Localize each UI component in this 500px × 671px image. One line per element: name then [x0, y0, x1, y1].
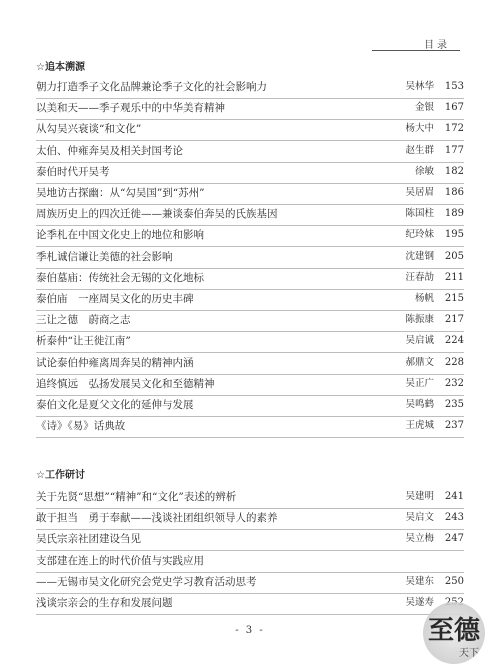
toc-entry-title: 三让之德 蔚商之志 — [36, 314, 131, 327]
toc-entry-title: 论季札在中国文化史上的地位和影响 — [36, 229, 204, 242]
toc-entry-page: 247 — [444, 533, 464, 545]
toc-entry-author: 吴遂寿 — [405, 597, 434, 608]
toc-entry-page: 215 — [444, 293, 464, 304]
toc-entry-title: 太伯、仲雍奔吴及相关封国考论 — [36, 144, 183, 157]
toc-entry-author: 纪玲妹 — [405, 229, 434, 241]
toc-entry-title: 试论泰伯仲雍离周奔吴的精神内涵 — [36, 356, 194, 369]
toc-entry-author: 吴鸣鹤 — [405, 399, 434, 410]
toc-entry[interactable] — [36, 552, 464, 570]
toc-entry-author: 郝鼎文 — [405, 356, 434, 368]
section-title: ☆追本溯源 — [36, 62, 85, 73]
toc-entry-author: 吴林华 — [405, 81, 434, 92]
toc-entry[interactable] — [36, 120, 464, 138]
toc-entry-title: ——无锡市吴文化研究会党史学习教育活动思考 — [36, 575, 257, 588]
toc-entry-title: 析泰仲“让王徙江南” — [36, 335, 131, 348]
toc-entry[interactable] — [36, 417, 464, 435]
toc-entry-author: 吴正广 — [405, 377, 434, 389]
toc-entry-author: 杨大中 — [405, 123, 434, 135]
toc-entry[interactable] — [36, 311, 464, 329]
toc-entry-title: 泰伯庙 一座周吴文化的历史丰碑 — [36, 293, 194, 305]
header-rule — [372, 50, 460, 51]
toc-entry-author: 吴建东 — [405, 575, 434, 587]
watermark-seal — [423, 602, 485, 664]
toc-entry[interactable] — [36, 142, 464, 160]
toc-entry-page: 243 — [444, 512, 464, 524]
toc-entry-author: 陈振康 — [405, 314, 434, 326]
toc-entry[interactable] — [36, 163, 464, 181]
toc-entry-author: 吴立梅 — [405, 533, 434, 545]
toc-entry[interactable] — [36, 332, 464, 350]
toc-entry-title: 泰伯墓庙：传统社会无锡的文化地标 — [36, 271, 204, 284]
toc-entry-author: 陈国柱 — [405, 208, 434, 220]
toc-entry-title: 泰伯时代开吴考 — [36, 165, 110, 178]
toc-entry-page: 167 — [444, 102, 464, 114]
toc-entry-author: 赵生群 — [405, 144, 434, 156]
toc-entry-page: 237 — [444, 420, 464, 432]
toc-entry[interactable] — [36, 205, 464, 223]
toc-entry-page: 228 — [444, 356, 464, 368]
toc-entry-page: 153 — [444, 81, 464, 92]
toc-entry-title: 吴氏宗亲社团建设刍见 — [36, 533, 141, 546]
toc-entry-page: 172 — [444, 123, 464, 135]
toc-entry[interactable] — [36, 99, 464, 117]
toc-entry-author: 汪春劼 — [405, 271, 434, 283]
toc-entry[interactable] — [36, 269, 464, 287]
toc-entry-author: 吴建明 — [405, 491, 434, 502]
toc-entry-title: 泰伯文化是夏父文化的延伸与发展 — [36, 399, 194, 411]
toc-entry[interactable] — [36, 354, 464, 372]
toc-entry[interactable] — [36, 226, 464, 244]
watermark-sub-text: 天下 — [459, 648, 479, 659]
toc-entry-page: 182 — [444, 165, 464, 177]
toc-entry[interactable] — [36, 594, 464, 612]
toc-entry-page: 235 — [444, 399, 464, 410]
toc-entry-author: 杨帆 — [414, 293, 434, 304]
toc-entry-author: 吴启诚 — [405, 335, 434, 347]
page-number: - 3 - — [235, 625, 265, 636]
toc-entry-title: 朝力打造季子文化品牌兼论季子文化的社会影响力 — [36, 81, 267, 93]
toc-entry-title: 支部建在连上的时代价值与实践应用 — [36, 554, 204, 567]
watermark-main-text: 至德 — [427, 616, 480, 646]
toc-entry-title: 以美和天——季子观乐中的中华美育精神 — [36, 102, 225, 115]
toc-entry-page: 250 — [444, 575, 464, 587]
header-title: 目录 — [424, 40, 450, 51]
toc-entry-title: 《诗》《易》话典故 — [36, 420, 126, 433]
toc-entry-author: 王虎城 — [405, 420, 434, 432]
toc-entry-page: 195 — [444, 229, 464, 241]
toc-entry-title: 季札诚信谦让美德的社会影响 — [36, 250, 173, 263]
toc-entry-author: 吴启文 — [405, 512, 434, 524]
toc-entry-title: 浅谈宗亲会的生存和发展问题 — [36, 597, 173, 609]
toc-entry-rule — [36, 437, 464, 438]
section-title: ☆工作研讨 — [36, 470, 85, 481]
toc-entry-page: 177 — [444, 144, 464, 156]
toc-entry-page: 211 — [444, 271, 464, 283]
toc-entry-rule — [36, 614, 464, 615]
toc-entry-title: 关于先贤“思想”“精神”和“文化”表述的辨析 — [36, 491, 237, 503]
toc-entry[interactable] — [36, 530, 464, 548]
toc-entry-page: 224 — [444, 335, 464, 347]
toc-entry[interactable] — [36, 488, 464, 506]
toc-entry[interactable] — [36, 396, 464, 414]
toc-entry-title: 周族历史上的四次迁徙——兼谈泰伯奔吴的氏族基因 — [36, 208, 278, 221]
toc-entry-title: 追终慎远 弘扬发展吴文化和至德精神 — [36, 377, 215, 390]
toc-entry-author: 金银 — [414, 102, 434, 114]
toc-entry[interactable] — [36, 375, 464, 393]
toc-entry[interactable] — [36, 248, 464, 266]
toc-entry-author: 吴居眉 — [405, 187, 434, 198]
toc-entry-title: 吴地访古探幽：从“勾吴国”到“苏州” — [36, 187, 205, 199]
toc-entry[interactable] — [36, 184, 464, 202]
toc-entry[interactable] — [36, 573, 464, 591]
toc-entry-page: 189 — [444, 208, 464, 220]
toc-entry[interactable] — [36, 78, 464, 96]
toc-entry-title: 敢于担当 勇于奉献——浅谈社团组织领导人的素养 — [36, 512, 278, 525]
toc-entry[interactable] — [36, 290, 464, 308]
toc-entry-page: 186 — [444, 187, 464, 198]
toc-entry-author: 徐敏 — [414, 165, 434, 177]
toc-entry-page: 241 — [444, 491, 464, 502]
toc-entry-author: 沈建钢 — [405, 250, 434, 262]
toc-entry-title: 从勾吴兴衰谈“和文化” — [36, 123, 142, 136]
running-header — [372, 33, 460, 55]
toc-entry[interactable] — [36, 509, 464, 527]
toc-entry-page: 205 — [444, 250, 464, 262]
toc-entry-page: 232 — [444, 377, 464, 389]
toc-entry-page: 217 — [444, 314, 464, 326]
